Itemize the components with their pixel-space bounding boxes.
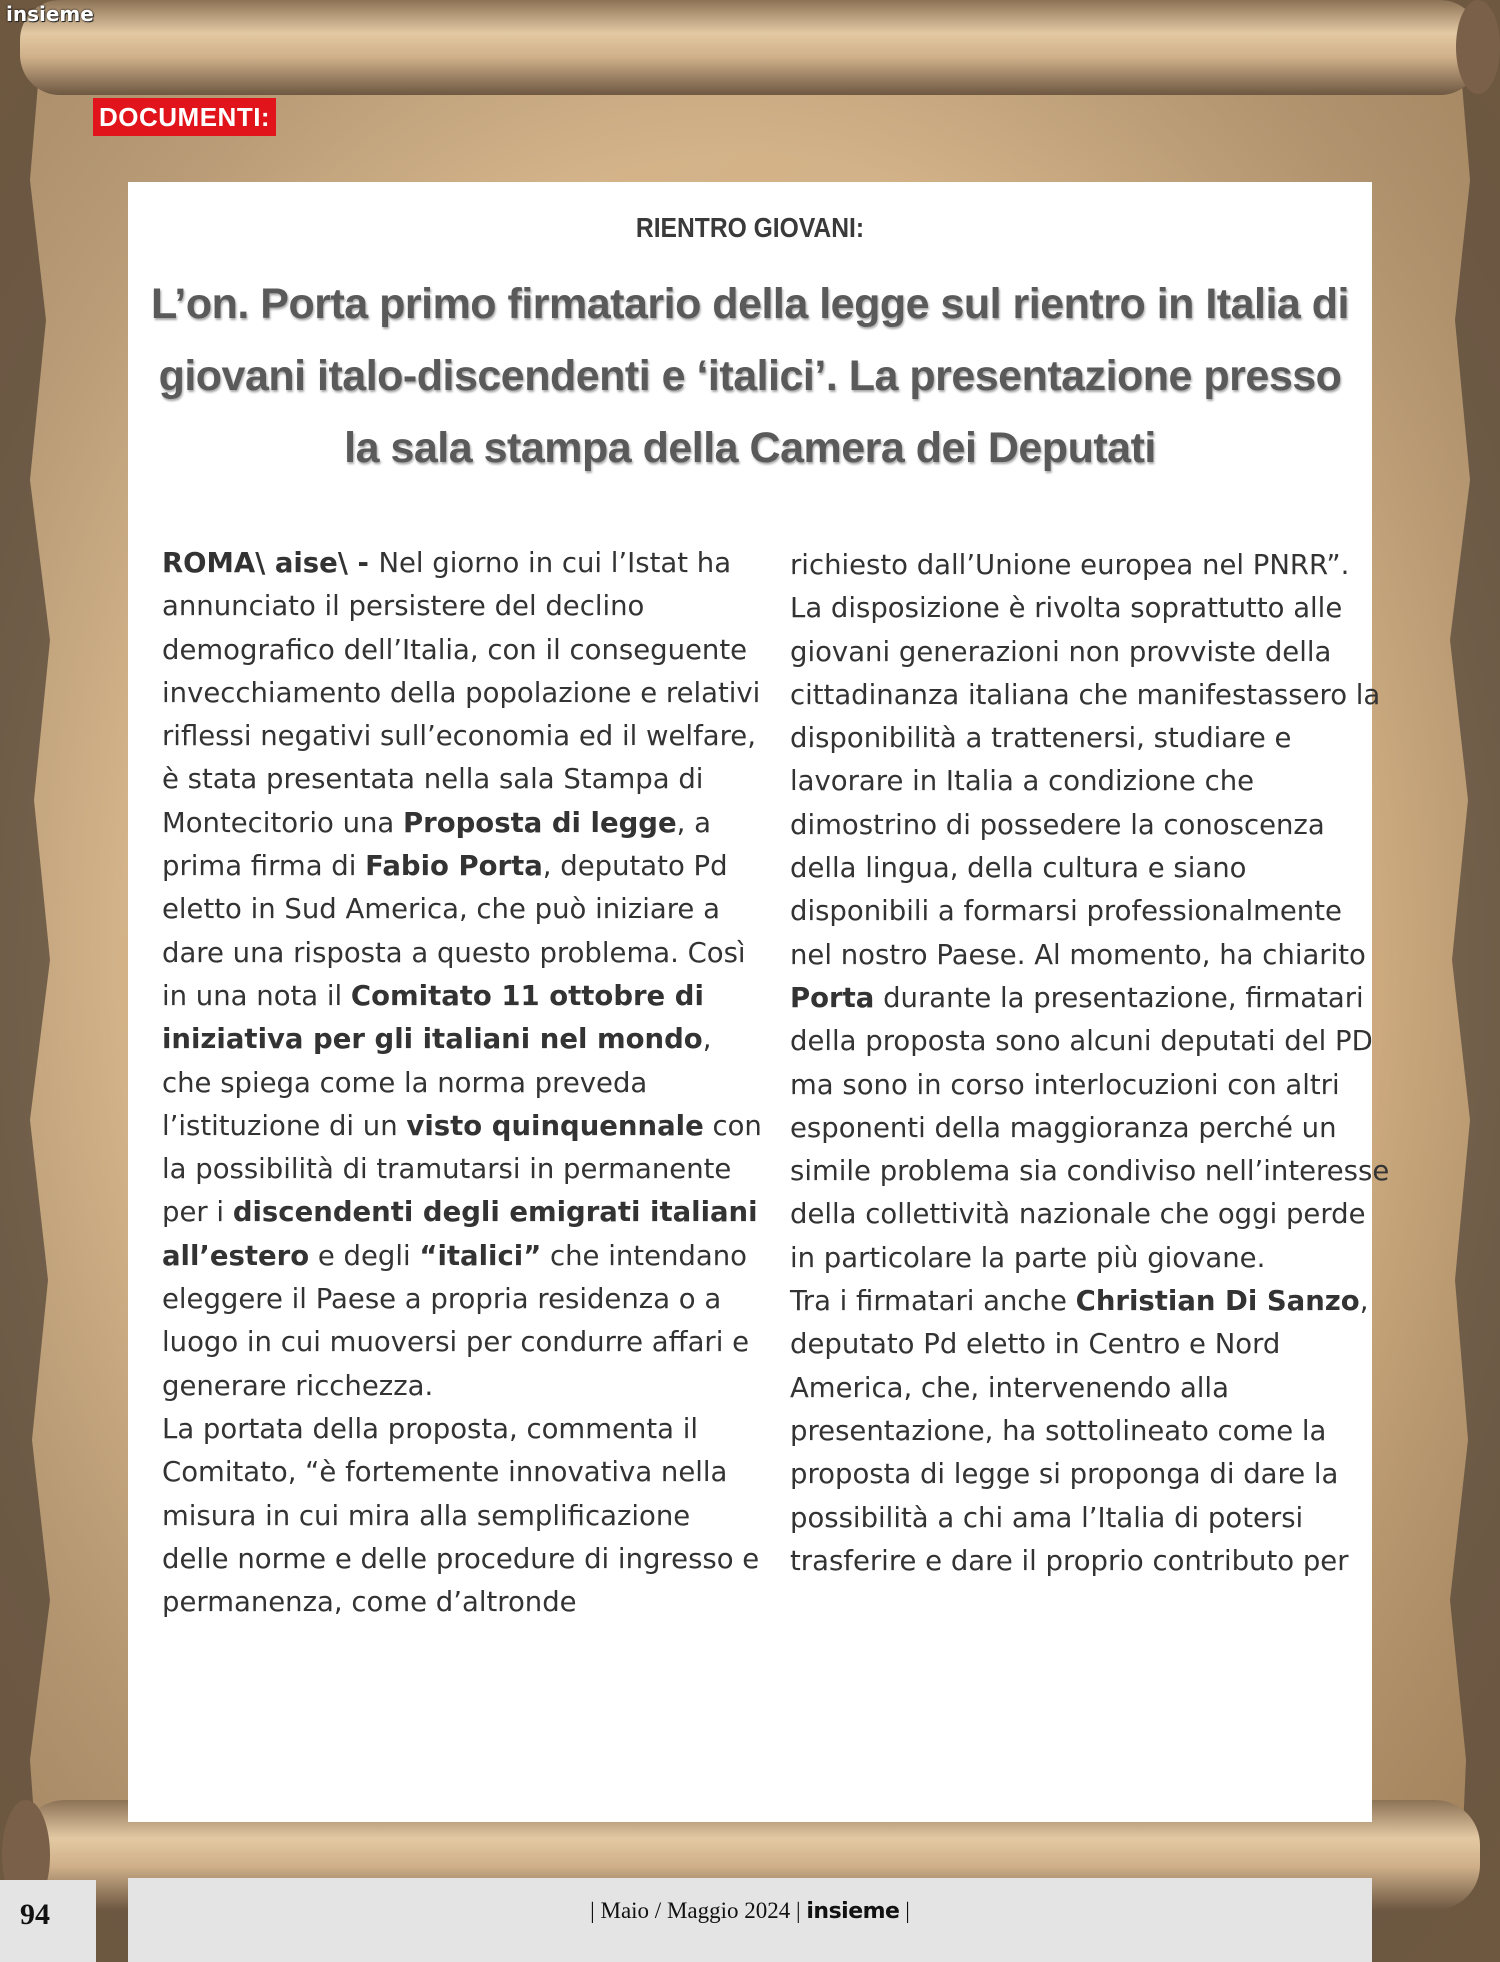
- section-badge: DOCUMENTI:: [93, 98, 276, 136]
- text-run: che intendano eleggere il Paese a propria residenza o a luogo in cui muoversi per condurre affari e generare ricchezza.: [162, 1239, 750, 1402]
- footer-bar: [128, 1878, 1372, 1962]
- text-run: Nel giorno in cui l’Istat ha annunciato il persistere del declino demografico dell’Italia, con il conseguente invecchiamento della popolazione e relativi riflessi negativi sull’economia ed il welfare, è stata presentata nella sala Stampa di Montecitorio una: [162, 547, 761, 839]
- article-paragraph: [790, 1280, 1390, 1583]
- text-run: con la possibilità di tramutarsi in permanente per i: [162, 1109, 762, 1229]
- bold-text-run: Fabio Porta: [365, 850, 543, 883]
- footer-end-bar: |: [905, 1898, 910, 1923]
- page-number-box: [0, 1880, 96, 1962]
- text-run: , deputato Pd eletto in Sud America, che può iniziare a dare una risposta a questo problema. Così in una nota il: [162, 850, 746, 1012]
- article-column-left: [162, 542, 762, 1624]
- text-run: , deputato Pd eletto in Centro e Nord America, che, intervenendo alla presentazione, ha sottolineato come la proposta di legge si proponga di dare la possibilità a chi ama l’Italia di potersi trasferire e dare il proprio contributo per: [790, 1285, 1369, 1577]
- text-run: , che spiega come la norma preveda l’istituzione di un: [162, 1023, 712, 1142]
- bold-text-run: Christian Di Sanzo: [1075, 1285, 1360, 1318]
- page-number: 94: [20, 1898, 50, 1931]
- text-run: e degli: [309, 1239, 420, 1272]
- bold-text-run: Proposta di legge: [403, 806, 677, 839]
- text-run: La portata della proposta, commenta il Comitato, “è fortemente innovativa nella misura in cui mira alla semplificazione delle norme e delle procedure di ingresso e permanenza, come d’altronde: [162, 1412, 760, 1619]
- text-run: richiesto dall’Unione europea nel PNRR”. La disposizione è rivolta soprattutto alle giovani generazioni non provviste della cittadinanza italiana che manifestassero la disponibilità a trattenersi, studiare e lavorare in Italia a condizione che dimostrino di possedere la conoscenza della lingua, della cultura e siano disponibili a formarsi professionalmente nel nostro Paese. Al momento, ha chiarito: [790, 549, 1381, 971]
- text-run: durante la presentazione, firmatari della proposta sono alcuni deputati del PD ma sono in corso interlocuzioni con altri esponenti della maggioranza perché un simile problema sia condiviso nell’interesse della collettività nazionale che oggi perde in particolare la parte più giovane.: [790, 981, 1390, 1274]
- bold-text-run: Porta: [790, 981, 875, 1014]
- article-headline: L’on. Porta primo firmatario della legge sul rientro in Italia di giovani italo-discendenti e ‘italici’. La presentazione presso la sala stampa della Camera dei Deputati: [151, 280, 1349, 472]
- article-paragraph: [162, 1408, 762, 1624]
- footer-text: [128, 1898, 1372, 1924]
- brand-logo-top: insieme: [6, 2, 94, 26]
- bold-text-run: ROMA\ aise\ -: [162, 547, 379, 579]
- footer-issue: | Maio / Maggio 2024 |: [590, 1898, 801, 1923]
- footer-brand: insieme: [806, 1899, 900, 1924]
- bold-text-run: discendenti degli emigrati italiani all’estero: [162, 1196, 758, 1272]
- article-kicker: RIENTRO GIOVANI:: [635, 212, 865, 243]
- bold-text-run: “italici”: [419, 1239, 542, 1272]
- bold-text-run: Comitato 11 ottobre di iniziativa per gli italiani nel mondo: [162, 979, 704, 1056]
- article-panel: [128, 182, 1390, 1822]
- article-column-right: [790, 544, 1390, 1583]
- article-paragraph: [162, 542, 762, 1408]
- bold-text-run: visto quinquennale: [406, 1109, 704, 1142]
- text-run: , a prima firma di: [162, 806, 711, 883]
- text-run: Tra i firmatari anche: [790, 1285, 1076, 1318]
- article-paragraph: [790, 544, 1390, 1280]
